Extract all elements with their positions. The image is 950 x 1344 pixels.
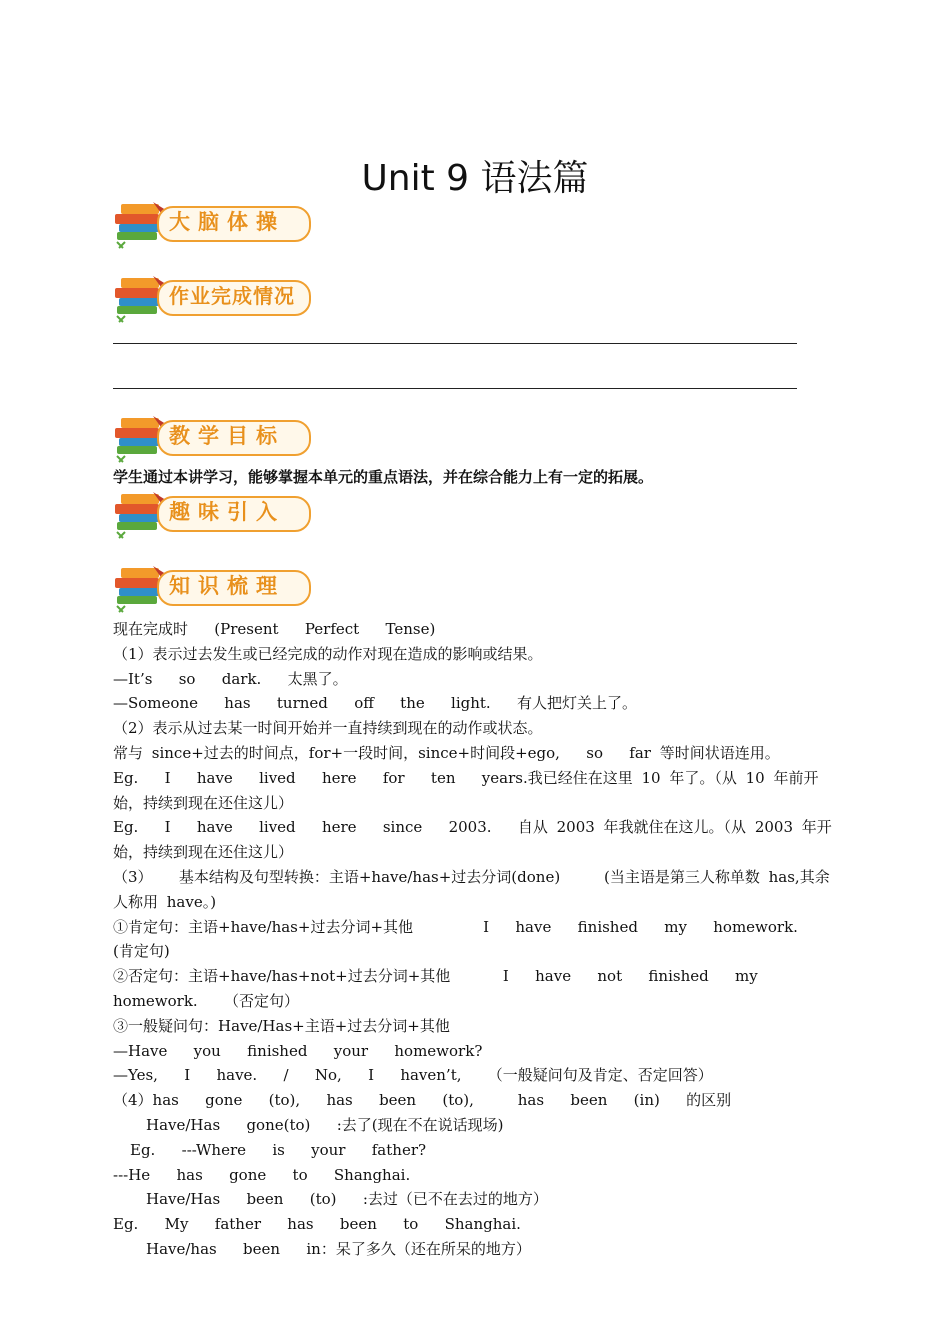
content-line: Eg. I have lived here since 2003. 自从 2003 年我就住在这儿。（从 2003 年开始，持续到现在还住这儿） bbox=[113, 818, 832, 862]
content-line: （1）表示过去发生或已经完成的动作对现在造成的影响或结果。 bbox=[113, 644, 543, 663]
content-line: ③一般疑问句：Have/Has+主语+过去分词+其他 bbox=[113, 1016, 450, 1035]
content-line: 现在完成时 (Present Perfect Tense) bbox=[113, 620, 436, 638]
teaching-goal-text: 学生通过本讲学习，能够掌握本单元的重点语法，并在综合能力上有一定的拓展。 bbox=[113, 468, 654, 486]
content-line: Have/Has gone(to) :去了(现在不在说话现场) bbox=[146, 1115, 504, 1134]
content-line: Have/Has been (to) :去过（已不在去过的地方） bbox=[146, 1190, 548, 1209]
section-badge-knowledge bbox=[113, 562, 313, 614]
answer-line bbox=[113, 388, 797, 389]
content-line: ②否定句：主语+have/has+not+过去分词+其他 I have not finished my homework. （否定句） bbox=[113, 967, 785, 1010]
content-line: —Have you finished your homework? bbox=[113, 1041, 483, 1060]
content-line: （2）表示从过去某一时间开始并一直持续到现在的动作或状态。 bbox=[113, 719, 543, 738]
content-line: Eg. My father has been to Shanghai. bbox=[113, 1215, 521, 1234]
content-line: Eg. I have lived here for ten years.我已经住在这里 10 年了。（从 10 年前开始，持续到现在还住这儿） bbox=[113, 768, 819, 812]
answer-line bbox=[113, 343, 797, 344]
content-line: 常与 since+过去的时间点，for+一段时间，since+时间段+ego, so far 等时间状语连用。 bbox=[113, 743, 780, 762]
content-line: （3） 基本结构及句型转换：主语+have/has+过去分词(done) (当主语是第三人称单数 has,其余人称用 have。) bbox=[113, 867, 830, 911]
content-line: —Yes, I have. / No, I haven’t, （一般疑问句及肯定、否定回答） bbox=[113, 1066, 713, 1085]
section-badge-label: 知识梳理 bbox=[169, 574, 285, 598]
section-badge-brain-exercise bbox=[113, 198, 313, 250]
section-badge-label: 教学目标 bbox=[169, 424, 285, 448]
content-line: ①肯定句：主语+have/has+过去分词+其他 I have finished my homework. (肯定句) bbox=[113, 917, 825, 961]
section-badge-label: 作业完成情况 bbox=[169, 284, 295, 308]
section-badge-teaching-goal bbox=[113, 412, 313, 464]
page-title: Unit 9 语法篇 bbox=[361, 158, 589, 199]
section-badge-label: 大脑体操 bbox=[169, 210, 285, 234]
content-line: （4）has gone (to), has been (to), has been (in) 的区别 bbox=[113, 1091, 732, 1110]
section-badge-homework bbox=[113, 272, 313, 324]
content-line: —Someone has turned off the light. 有人把灯关上了。 bbox=[113, 694, 638, 713]
section-badge-fun-intro bbox=[113, 488, 313, 540]
section-badge-label: 趣味引入 bbox=[169, 500, 285, 524]
content-line: ---He has gone to Shanghai. bbox=[113, 1165, 411, 1184]
knowledge-content bbox=[113, 617, 833, 1262]
content-line: Eg. ---Where is your father? bbox=[130, 1140, 427, 1159]
content-line: —It’s so dark. 太黑了。 bbox=[113, 669, 348, 688]
content-line: Have/has been in：呆了多久（还在所呆的地方） bbox=[146, 1239, 531, 1258]
